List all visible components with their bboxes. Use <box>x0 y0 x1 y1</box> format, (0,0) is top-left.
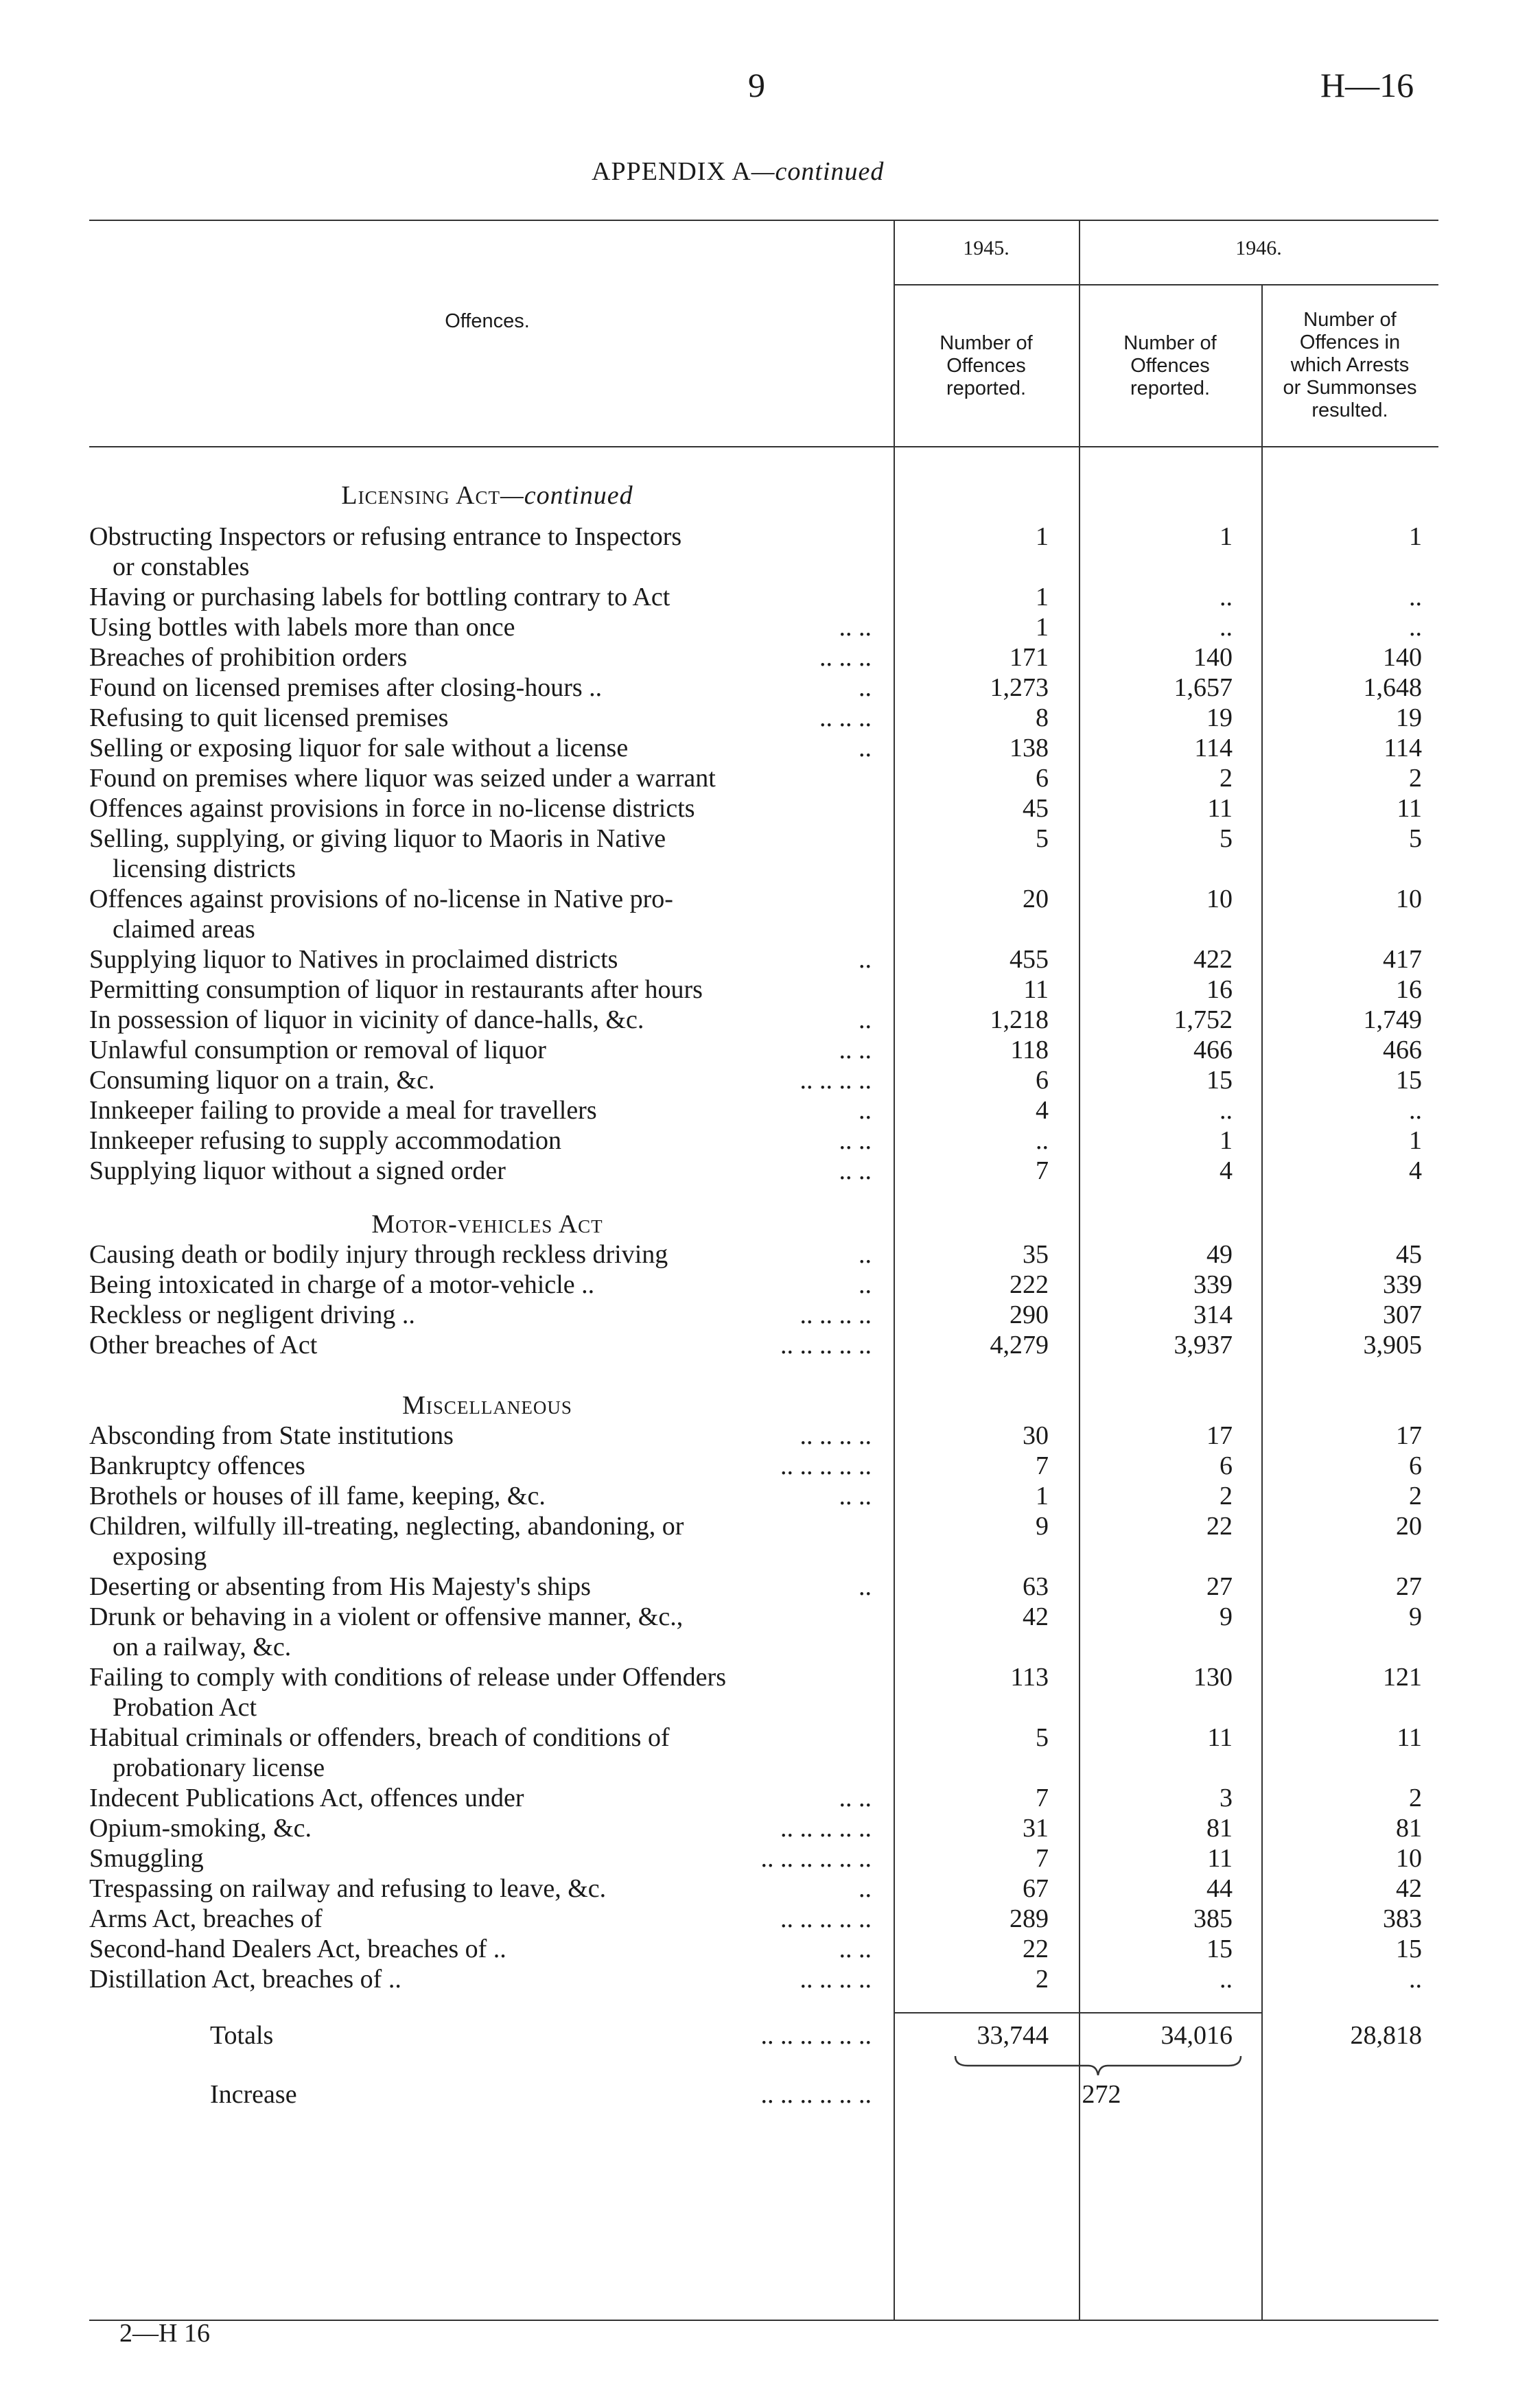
table-row <box>0 1330 1540 1360</box>
count-1945: 9 <box>1036 1512 1049 1541</box>
year-rule <box>894 284 1438 285</box>
offence-label: Being intoxicated in charge of a motor-vehicle .. .. <box>89 1270 872 1299</box>
count-1946-arrests: 140 <box>1383 643 1422 672</box>
offence-label: Supplying liquor to Natives in proclaimed districts .. <box>89 945 872 974</box>
count-1945: 8 <box>1036 703 1049 732</box>
count-1945: 1,273 <box>990 673 1049 702</box>
table-row <box>0 642 1540 673</box>
offence-label: Failing to comply with conditions of release under Offenders <box>89 1663 726 1692</box>
table-row <box>0 1783 1540 1813</box>
count-1946-reported: 466 <box>1193 1036 1233 1064</box>
table-row <box>0 1964 1540 1994</box>
count-1946-reported: 11 <box>1207 1844 1233 1873</box>
totals-1946-reported: 34,016 <box>1160 2021 1233 2050</box>
count-1946-reported: .. <box>1220 583 1233 611</box>
count-1946-reported: 6 <box>1220 1451 1233 1480</box>
count-1945: 222 <box>1010 1270 1049 1299</box>
table-row <box>0 1572 1540 1602</box>
year-1946-header: 1946. <box>1235 237 1282 259</box>
count-1946-reported: 44 <box>1206 1874 1233 1903</box>
count-1945: 6 <box>1036 1066 1049 1095</box>
totals-rule <box>894 2012 1261 2013</box>
offence-label-continued: Probation Act <box>113 1693 257 1722</box>
count-1946-reported: 49 <box>1206 1240 1233 1269</box>
header-bottom-rule <box>89 446 1438 447</box>
count-1946-reported: .. <box>1220 1096 1233 1125</box>
offence-label: Offences against provisions of no-license in Native pro- <box>89 885 673 913</box>
count-1946-arrests: 1 <box>1409 1126 1422 1155</box>
count-1945: 67 <box>1023 1874 1049 1903</box>
count-1946-reported: 81 <box>1206 1814 1233 1843</box>
offence-label: Found on licensed premises after closing-hours .. .. <box>89 673 872 702</box>
offence-label: Reckless or negligent driving .. .. .. .. .. <box>89 1300 872 1329</box>
offence-label: Trespassing on railway and refusing to leave, &c. .. <box>89 1874 872 1903</box>
table-row <box>0 612 1540 642</box>
table-row <box>0 1125 1540 1156</box>
count-1946-reported: 385 <box>1193 1904 1233 1933</box>
count-1946-reported: 1 <box>1220 522 1233 551</box>
count-1945: 63 <box>1023 1572 1049 1601</box>
offence-label: Brothels or houses of ill fame, keeping, &c. .. .. <box>89 1482 872 1510</box>
count-1946-reported: 140 <box>1193 643 1233 672</box>
count-1946-arrests: 466 <box>1383 1036 1422 1064</box>
count-1946-arrests: 4 <box>1409 1156 1422 1185</box>
count-1946-arrests: 9 <box>1409 1602 1422 1631</box>
count-1946-arrests: 1 <box>1409 522 1422 551</box>
count-1946-arrests: 11 <box>1397 794 1422 823</box>
table-row <box>0 1602 1540 1661</box>
count-1945: 7 <box>1036 1784 1049 1812</box>
count-1945: 7 <box>1036 1156 1049 1185</box>
count-1946-reported: 314 <box>1193 1300 1233 1329</box>
count-1945: 31 <box>1023 1814 1049 1843</box>
count-1946-reported: 15 <box>1206 1935 1233 1963</box>
table-row <box>0 944 1540 974</box>
table-row <box>0 1421 1540 1451</box>
count-1945: 1 <box>1036 522 1049 551</box>
count-1945: 289 <box>1010 1904 1049 1933</box>
count-1945: 2 <box>1036 1965 1049 1994</box>
count-1946-arrests: 15 <box>1396 1935 1422 1963</box>
count-1946-reported: 10 <box>1206 885 1233 913</box>
offence-label: Opium-smoking, &c. .. .. .. .. .. <box>89 1814 872 1843</box>
count-1946-arrests: 339 <box>1383 1270 1422 1299</box>
offence-label: Obstructing Inspectors or refusing entrance to Inspectors <box>89 522 682 551</box>
count-1946-reported: 17 <box>1206 1421 1233 1450</box>
table-row <box>0 522 1540 581</box>
table-row <box>0 673 1540 703</box>
count-1946-arrests: 10 <box>1396 885 1422 913</box>
table-row <box>0 1065 1540 1095</box>
offence-label: Other breaches of Act .. .. .. .. .. <box>89 1331 872 1359</box>
offence-label-continued: licensing districts <box>113 854 296 883</box>
count-1946-reported: 4 <box>1220 1156 1233 1185</box>
section-motor-vehicles: Motor-vehicles Act <box>371 1210 603 1239</box>
offence-label: Selling, supplying, or giving liquor to Maoris in Native <box>89 824 666 853</box>
count-1946-reported: 114 <box>1194 734 1233 762</box>
count-1945: 45 <box>1023 794 1049 823</box>
table-row <box>0 1511 1540 1571</box>
table-row <box>0 1723 1540 1782</box>
count-1946-reported: 422 <box>1193 945 1233 974</box>
count-1946-arrests: 121 <box>1383 1663 1422 1692</box>
count-1946-reported: 22 <box>1206 1512 1233 1541</box>
count-1945: .. <box>1036 1126 1049 1155</box>
table-row <box>0 1270 1540 1300</box>
offence-label: Drunk or behaving in a violent or offensive manner, &c., <box>89 1602 684 1631</box>
table-row <box>0 1662 1540 1722</box>
totals-row <box>0 2020 1540 2051</box>
year-1945-header: 1945. <box>963 237 1010 259</box>
offence-label: Bankruptcy offences .. .. .. .. .. <box>89 1451 872 1480</box>
count-1946-arrests: 114 <box>1384 734 1422 762</box>
count-1946-reported: 11 <box>1207 794 1233 823</box>
increase-value: 272 <box>1082 2080 1121 2109</box>
count-1945: 20 <box>1023 885 1049 913</box>
table-row <box>0 1005 1540 1035</box>
count-1945: 7 <box>1036 1451 1049 1480</box>
count-1945: 118 <box>1010 1036 1049 1064</box>
table-bottom-rule <box>89 2320 1438 2321</box>
offence-label: Innkeeper failing to provide a meal for travellers .. <box>89 1096 872 1125</box>
offence-label: Breaches of prohibition orders .. .. .. <box>89 643 872 672</box>
count-1946-arrests: 11 <box>1397 1723 1422 1752</box>
offence-label: Having or purchasing labels for bottling contrary to Act <box>89 583 670 611</box>
count-1945: 35 <box>1023 1240 1049 1269</box>
offence-label: Smuggling .. .. .. .. .. .. <box>89 1844 872 1873</box>
table-row <box>0 1095 1540 1125</box>
count-1945: 42 <box>1023 1602 1049 1631</box>
table-row <box>0 1035 1540 1065</box>
count-1946-arrests: 15 <box>1396 1066 1422 1095</box>
count-1945: 22 <box>1023 1935 1049 1963</box>
offence-label: Consuming liquor on a train, &c. .. .. .. .. <box>89 1066 872 1095</box>
count-1946-reported: 16 <box>1206 975 1233 1004</box>
table-row <box>0 1481 1540 1511</box>
table-row <box>0 974 1540 1005</box>
count-1946-arrests: 2 <box>1409 1482 1422 1510</box>
count-1946-reported: 1,752 <box>1174 1005 1233 1034</box>
totals-label: Totals .. .. .. .. .. .. <box>210 2021 872 2050</box>
count-1946-arrests: .. <box>1409 613 1422 642</box>
offence-label: Indecent Publications Act, offences under .. .. <box>89 1784 872 1812</box>
count-1946-arrests: 5 <box>1409 824 1422 853</box>
table-row <box>0 884 1540 944</box>
table-row <box>0 1156 1540 1186</box>
count-1945: 1,218 <box>990 1005 1049 1034</box>
count-1946-arrests: 383 <box>1383 1904 1422 1933</box>
count-1946-arrests: 2 <box>1409 1784 1422 1812</box>
count-1945: 1 <box>1036 1482 1049 1510</box>
offence-label-continued: claimed areas <box>113 915 255 944</box>
count-1946-arrests: 10 <box>1396 1844 1422 1873</box>
count-1946-reported: 11 <box>1207 1723 1233 1752</box>
offence-label: Deserting or absenting from His Majesty's ships .. <box>89 1572 872 1601</box>
col3-header: Number of Offences in which Arrests or Summonses resulted. <box>1283 309 1417 421</box>
section-licensing: Licensing Act—continued <box>341 481 633 510</box>
count-1946-reported: 9 <box>1220 1602 1233 1631</box>
offences-header: Offences. <box>445 310 530 332</box>
table-row <box>0 1300 1540 1330</box>
offence-label-continued: exposing <box>113 1542 207 1571</box>
count-1945: 7 <box>1036 1844 1049 1873</box>
offence-label: Using bottles with labels more than once .. .. <box>89 613 872 642</box>
table-top-rule <box>89 220 1438 221</box>
page-number: 9 <box>748 66 765 104</box>
offence-label: Permitting consumption of liquor in restaurants after hours <box>89 975 703 1004</box>
count-1946-reported: 3,937 <box>1174 1331 1233 1359</box>
count-1945: 171 <box>1010 643 1049 672</box>
offence-label: Causing death or bodily injury through reckless driving .. <box>89 1240 872 1269</box>
count-1946-arrests: 3,905 <box>1363 1331 1422 1359</box>
count-1945: 1 <box>1036 583 1049 611</box>
offence-label: Unlawful consumption or removal of liquor .. .. <box>89 1036 872 1064</box>
count-1946-reported: 5 <box>1220 824 1233 853</box>
count-1946-arrests: .. <box>1409 583 1422 611</box>
table-row <box>0 1813 1540 1843</box>
count-1946-reported: 27 <box>1206 1572 1233 1601</box>
count-1945: 11 <box>1023 975 1049 1004</box>
appendix-title: APPENDIX A—continued <box>592 157 885 186</box>
count-1945: 138 <box>1010 734 1049 762</box>
totals-1945: 33,744 <box>977 2021 1049 2050</box>
count-1946-reported: 19 <box>1206 703 1233 732</box>
count-1946-reported: .. <box>1220 1965 1233 1994</box>
count-1945: 455 <box>1010 945 1049 974</box>
count-1946-arrests: 1,749 <box>1363 1005 1422 1034</box>
table-row <box>0 763 1540 793</box>
count-1946-reported: 15 <box>1206 1066 1233 1095</box>
count-1946-arrests: 45 <box>1396 1240 1422 1269</box>
increase-label: Increase .. .. .. .. .. .. <box>210 2080 872 2109</box>
offence-label: Supplying liquor without a signed order .. .. <box>89 1156 872 1185</box>
count-1946-arrests: 27 <box>1396 1572 1422 1601</box>
offence-label: Found on premises where liquor was seized under a warrant <box>89 764 716 793</box>
count-1945: 4,279 <box>990 1331 1049 1359</box>
count-1945: 5 <box>1036 1723 1049 1752</box>
table-row <box>0 582 1540 612</box>
table-row <box>0 1904 1540 1934</box>
count-1946-reported: 2 <box>1220 1482 1233 1510</box>
count-1945: 5 <box>1036 824 1049 853</box>
count-1945: 290 <box>1010 1300 1049 1329</box>
offence-label: Innkeeper refusing to supply accommodation .. .. <box>89 1126 872 1155</box>
table-row <box>0 733 1540 763</box>
count-1946-arrests: 1,648 <box>1363 673 1422 702</box>
count-1946-arrests: 81 <box>1396 1814 1422 1843</box>
col2-header: Number of Offences reported. <box>1123 332 1217 399</box>
table-row <box>0 1451 1540 1481</box>
table-row <box>0 1873 1540 1904</box>
offence-label: Second-hand Dealers Act, breaches of .. .. .. <box>89 1935 872 1963</box>
count-1946-arrests: 20 <box>1396 1512 1422 1541</box>
offence-label: Refusing to quit licensed premises .. .. .. <box>89 703 872 732</box>
table-row <box>0 824 1540 883</box>
count-1945: 6 <box>1036 764 1049 793</box>
table-row <box>0 1843 1540 1873</box>
count-1946-arrests: .. <box>1409 1965 1422 1994</box>
totals-1946-arrests: 28,818 <box>1350 2021 1422 2050</box>
offence-label: Arms Act, breaches of .. .. .. .. .. <box>89 1904 872 1933</box>
offence-label: Children, wilfully ill-treating, neglecting, abandoning, or <box>89 1512 684 1541</box>
table-row <box>0 1934 1540 1964</box>
offence-label-continued: probationary license <box>113 1753 325 1782</box>
table-row <box>0 1239 1540 1270</box>
count-1946-arrests: 19 <box>1396 703 1422 732</box>
count-1946-reported: 2 <box>1220 764 1233 793</box>
count-1946-arrests: 16 <box>1396 975 1422 1004</box>
offence-label: Absconding from State institutions .. .. .. .. <box>89 1421 872 1450</box>
count-1946-reported: 3 <box>1220 1784 1233 1812</box>
footer-reference: 2—H 16 <box>119 2319 210 2348</box>
count-1946-arrests: .. <box>1409 1096 1422 1125</box>
table-row <box>0 793 1540 824</box>
count-1945: 1 <box>1036 613 1049 642</box>
offence-label: Offences against provisions in force in no-license districts <box>89 794 695 823</box>
offence-label: In possession of liquor in vicinity of dance-halls, &c. .. <box>89 1005 872 1034</box>
count-1946-reported: 130 <box>1193 1663 1233 1692</box>
count-1946-arrests: 6 <box>1409 1451 1422 1480</box>
document-code: H—16 <box>1320 66 1414 104</box>
count-1946-arrests: 2 <box>1409 764 1422 793</box>
count-1946-reported: 1 <box>1220 1126 1233 1155</box>
count-1946-reported: 339 <box>1193 1270 1233 1299</box>
offence-label-continued: or constables <box>113 552 250 581</box>
section-miscellaneous: Miscellaneous <box>402 1391 572 1420</box>
offence-label: Selling or exposing liquor for sale without a license .. <box>89 734 872 762</box>
count-1946-arrests: 417 <box>1383 945 1422 974</box>
count-1946-arrests: 17 <box>1396 1421 1422 1450</box>
offence-label: Distillation Act, breaches of .. .. .. .. .. <box>89 1965 872 1994</box>
table-row <box>0 703 1540 733</box>
offence-label-continued: on a railway, &c. <box>113 1633 292 1661</box>
count-1946-arrests: 42 <box>1396 1874 1422 1903</box>
count-1945: 30 <box>1023 1421 1049 1450</box>
count-1945: 113 <box>1010 1663 1049 1692</box>
offence-label: Habitual criminals or offenders, breach of conditions of <box>89 1723 670 1752</box>
count-1945: 4 <box>1036 1096 1049 1125</box>
count-1946-arrests: 307 <box>1383 1300 1422 1329</box>
count-1946-reported: 1,657 <box>1174 673 1233 702</box>
col1-header: Number of Offences reported. <box>940 332 1033 399</box>
increase-row <box>0 2079 1540 2110</box>
count-1946-reported: .. <box>1220 613 1233 642</box>
